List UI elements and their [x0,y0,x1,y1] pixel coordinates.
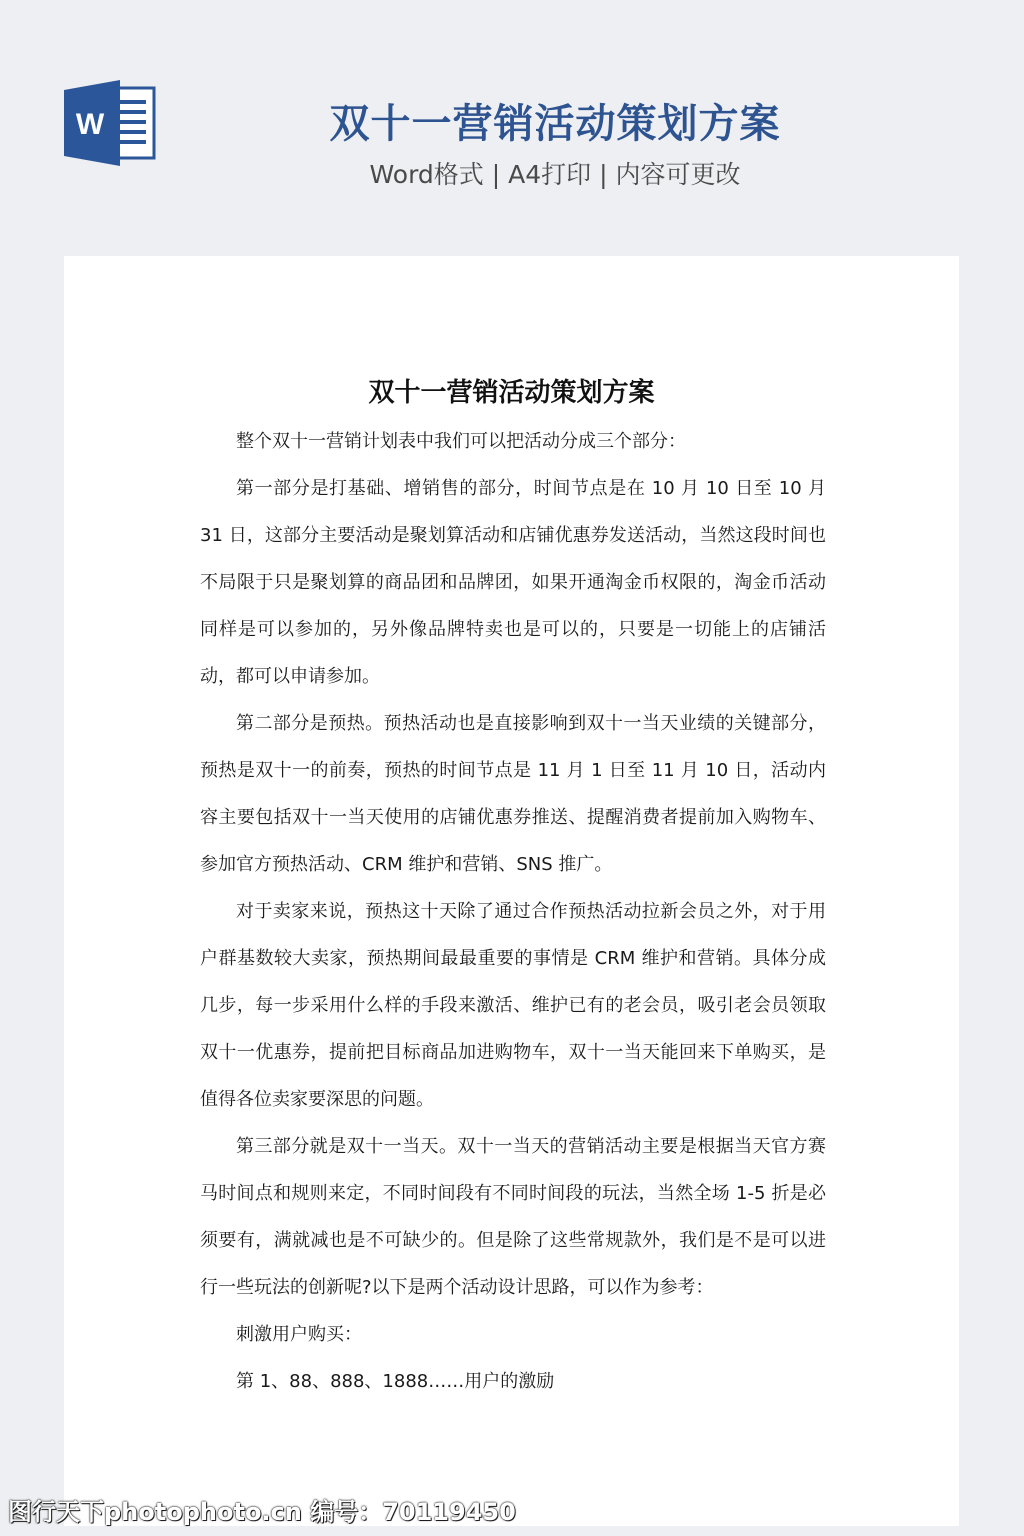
document-title: 双十一营销活动策划方案 [368,378,655,408]
document-page [64,256,959,1526]
paragraph: 第二部分是预热。预热活动也是直接影响到双十一当天业绩的关键部分，预热是双十一的前奏，预热的时间节点是 11 月 1 日至 11 月 10 日，活动内容主要包括双十一当天使用的店铺优惠券推送、提醒消费者提前加入购物车、参加官方预热活动、CRM 维护和营销、SNS 推广。 [200,713,826,875]
paragraph: 整个双十一营销计划表中我们可以把活动分成三个部分： [236,431,686,452]
svg-text:W: W [75,108,105,141]
paragraph: 第三部分就是双十一当天。双十一当天的营销活动主要是根据当天官方赛马时间点和规则来定，不同时间段有不同时间段的玩法，当然全场 1-5 折是必须要有，满就减也是不可缺少的。但是除了这些常规款外，我们是不是可以进行一些玩法的创新呢?以下是两个活动设计思路，可以作为参考： [200,1136,826,1298]
document-body [200,418,826,1405]
paragraph: 刺激用户购买： [236,1324,362,1345]
word-document-icon [64,80,158,166]
paragraph: 第 1、88、888、1888……用户的激励 [236,1371,555,1392]
banner-title: 双十一营销活动策划方案 [329,101,781,147]
banner-subtitle: Word格式 | A4打印 | 内容可更改 [369,160,741,189]
paragraph: 第一部分是打基础、增销售的部分，时间节点是在 10 月 10 日至 10 月 31 日，这部分主要活动是聚划算活动和店铺优惠券发送活动，当然这段时间也不局限于只是聚划算的商品团和品牌团，如果开通淘金币权限的，淘金币活动同样是可以参加的，另外像品牌特卖也是可以的，只要是一切能上的店铺活动，都可以申请参加。 [200,478,826,687]
banner-header [0,0,1024,256]
paragraph: 对于卖家来说，预热这十天除了通过合作预热活动拉新会员之外，对于用户群基数较大卖家，预热期间最最重要的事情是 CRM 维护和营销。具体分成几步，每一步采用什么样的手段来激活、维护已有的老会员，吸引老会员领取双十一优惠券，提前把目标商品加进购物车，双十一当天能回来下单购买，是值得各位卖家要深思的问题。 [200,901,826,1110]
watermark-text: 图行天下photophoto.cn 编号：70119450 [8,1498,516,1526]
